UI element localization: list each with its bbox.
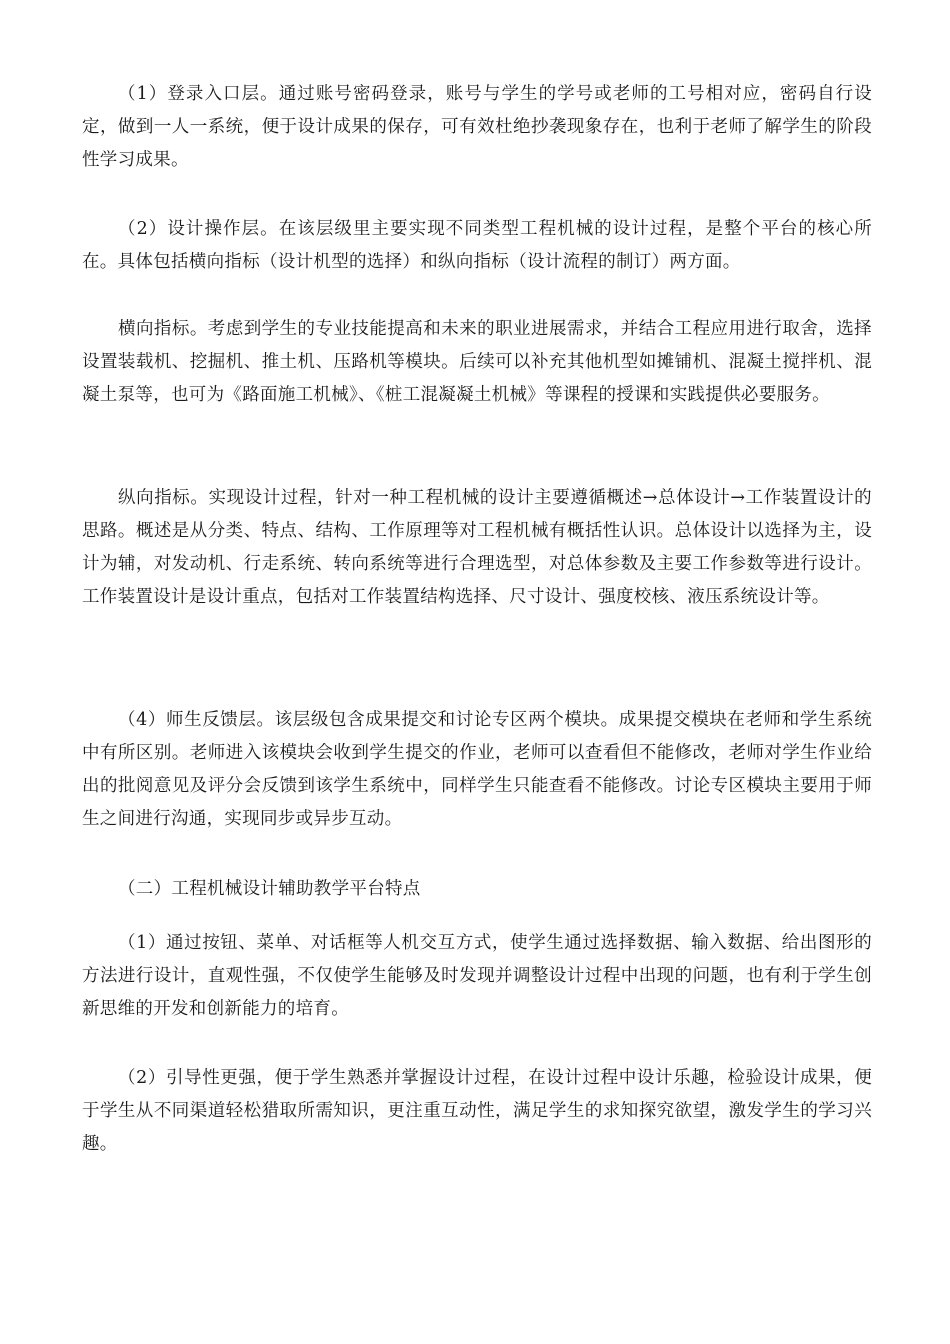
- paragraph-design-operation-layer: （2）设计操作层。在该层级里主要实现不同类型工程机械的设计过程，是整个平台的核心所在。具体包括横向指标（设计机型的选择）和纵向指标（设计流程的制订）两方面。: [82, 219, 872, 272]
- paragraph-feature-interaction: （1）通过按钮、菜单、对话框等人机交互方式，使学生通过选择数据、输入数据、给出图形的方法进行设计，直观性强，不仅使学生能够及时发现并调整设计过程中出现的问题，也有利于学生创新思维的开发和创新能力的培育。: [82, 933, 872, 1019]
- paragraph-horizontal-indicator: 横向指标。考虑到学生的专业技能提高和未来的职业进展需求，并结合工程应用进行取舍，选择设置装载机、挖掘机、推土机、压路机等模块。后续可以补充其他机型如摊铺机、混凝土搅拌机、混凝土泵等，也可为《路面施工机械》、《桩工混凝凝土机械》等课程的授课和实践提供必要服务。: [82, 319, 872, 405]
- paragraph-feature-guidance: （2）引导性更强，便于学生熟悉并掌握设计过程，在设计过程中设计乐趣，检验设计成果，便于学生从不同渠道轻松猎取所需知识，更注重互动性，满足学生的求知探究欲望，激发学生的学习兴趣。: [82, 1068, 872, 1154]
- paragraph-vertical-indicator: 纵向指标。实现设计过程，针对一种工程机械的设计主要遵循概述→总体设计→工作装置设计的思路。概述是从分类、特点、结构、工作原理等对工程机械有概括性认识。总体设计以选择为主，设计为辅，对发动机、行走系统、转向系统等进行合理选型，对总体参数及主要工作参数等进行设计。工作装置设计是设计重点，包括对工作装置结构选择、尺寸设计、强度校核、液压系统设计等。: [82, 488, 872, 607]
- section-heading-platform-features: （二）工程机械设计辅助教学平台特点: [118, 879, 421, 899]
- paragraph-login-layer: （1）登录入口层。通过账号密码登录，账号与学生的学号或老师的工号相对应，密码自行设定，做到一人一系统，便于设计成果的保存，可有效杜绝抄袭现象存在，也利于老师了解学生的阶段性学习成果。: [82, 84, 872, 170]
- paragraph-feedback-layer: （4）师生反馈层。该层级包含成果提交和讨论专区两个模块。成果提交模块在老师和学生系统中有所区别。老师进入该模块会收到学生提交的作业，老师可以查看但不能修改，老师对学生作业给出的批阅意见及评分会反馈到该学生系统中，同样学生只能查看不能修改。讨论专区模块主要用于师生之间进行沟通，实现同步或异步互动。: [82, 710, 872, 829]
